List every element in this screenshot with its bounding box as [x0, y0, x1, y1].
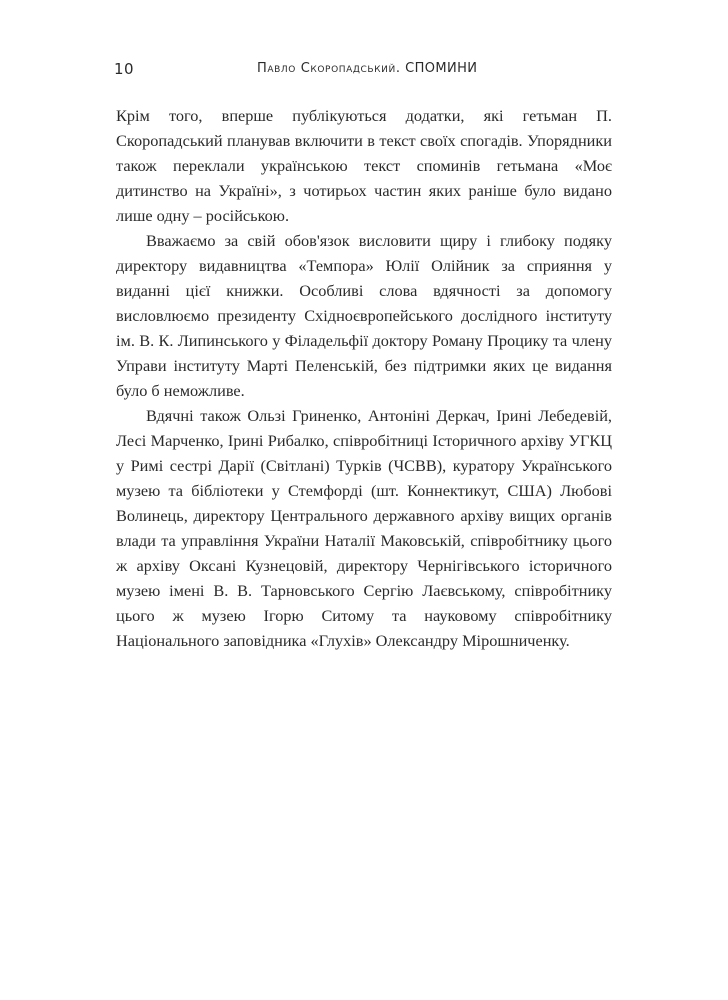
paragraph-acknowledgements: Вважаємо за свій обов'язок висловити щиру і глибоку подяку директору видавництва «Темпора» Юлії Олійник за сприяння у виданні цієї книжки. Особливі слова вдячності за допомогу висловлюємо президенту Східноєвропейського дослідного інституту ім. В. К. Липинського у Філадельфії доктору Роману Процику та члену Управи інституту Марті Пеленській, без підтримки яких це видання було б неможливе. [116, 231, 612, 400]
running-title-book: СПОМИНИ [405, 61, 478, 76]
running-title-author: Павло Скоропадський. [257, 61, 401, 76]
running-title [257, 61, 477, 76]
page-number: 10 [114, 60, 135, 78]
running-header [114, 60, 614, 84]
body-text [116, 103, 612, 653]
paragraph-thanks-list: Вдячні також Ользі Гриненко, Антоніні Деркач, Ірині Лебедевій, Лесі Марченко, Ірині Рибалко, співробітниці Історичного архіву УГКЦ у Римі сестрі Дарії (Світлані) Турків (ЧСВВ), куратору Українського музею та бібліотеки у Стемфорді (шт. Коннектикут, США) Любові Волинець, директору Центрального державного архіву вищих органів влади та управління України Наталії Маковській, співробітнику цього ж архіву Оксані Кузнецовій, директору Чернігівського історичного музею імені В. В. Тарновського Сергію Лаєвському, співробітнику цього ж музею Ігорю Ситому та науковому співробітнику Національного заповідника «Глухів» Олександру Мірошниченку. [116, 406, 612, 650]
paragraph-appendices: Крім того, вперше публікуються додатки, які гетьман П. Скоропадський планував включити в текст своїх спогадів. Упорядники також переклали українською текст споминів гетьмана «Моє дитинство на Україні», з чотирьох частин яких раніше було видано лише одну – російською. [116, 106, 612, 225]
